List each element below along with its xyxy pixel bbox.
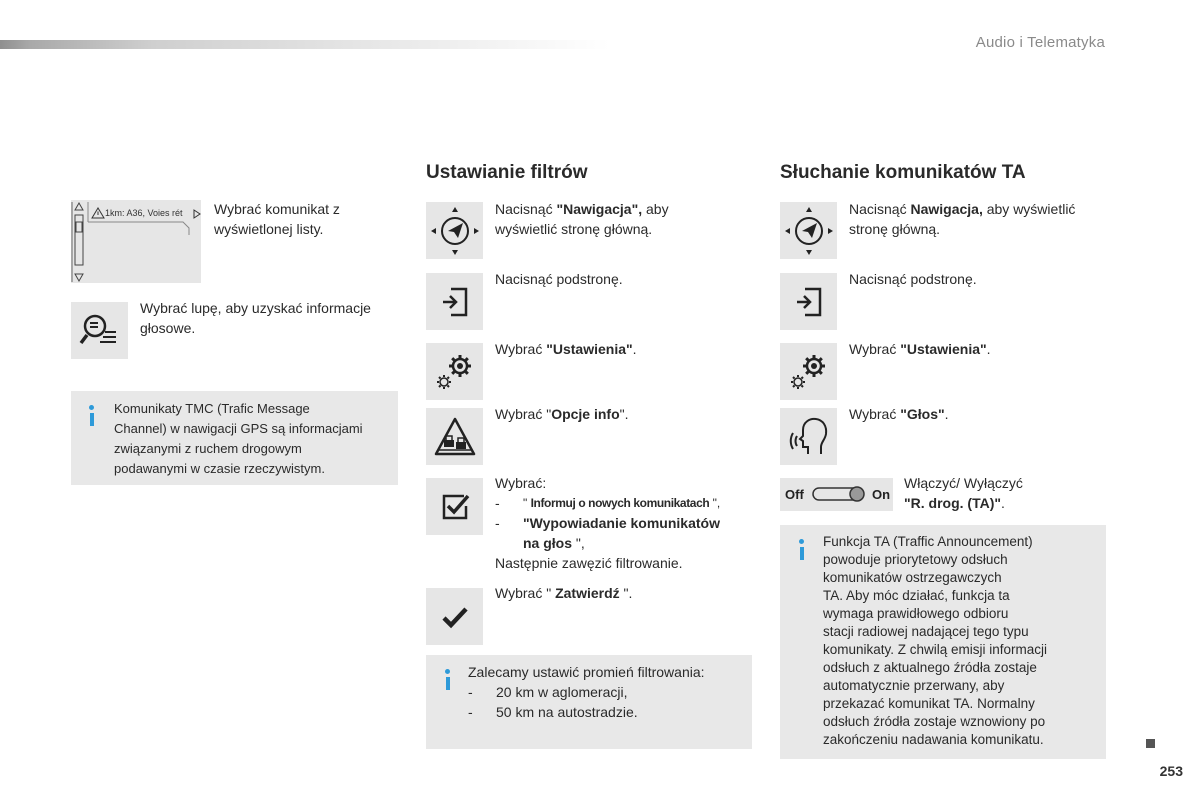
ta-section-title: Słuchanie komunikatów TA [780, 162, 1026, 183]
ta-info-box [780, 525, 1106, 759]
settings-gears-icon [785, 348, 833, 396]
settings-button-ta[interactable] [780, 343, 837, 400]
confirm-button[interactable] [426, 588, 483, 645]
ta-info-line: komunikatów ostrzegawczych [823, 570, 1002, 585]
ta-info-line: odsłuch z aktualnego źródła zostaje [823, 660, 1037, 675]
checkbox-icon [435, 487, 475, 527]
navigation-button[interactable] [426, 202, 483, 259]
confirm-check-icon [439, 601, 471, 633]
mid-step-select-text: Wybrać: - " Informuj o nowych komunikatach ", - "Wypowiadanie komunikatów na głos ", Następnie zawęzić filtrowanie. [495, 475, 721, 571]
ta-info-line: automatycznie przerwany, aby [823, 678, 1005, 693]
ta-info-line: wymaga prawidłowego odbioru [823, 606, 1009, 621]
mid-step-subpage-text: Nacisnąć podstronę. [495, 271, 623, 287]
ta-info-line: powoduje priorytetowy odsłuch [823, 552, 1008, 567]
checkbox-button[interactable] [426, 478, 483, 535]
magnifier-list-button[interactable] [71, 302, 128, 359]
ta-info-line: zakończeniu nadawania komunikatu. [823, 732, 1044, 747]
mid-step-confirm-text: Wybrać " Zatwierdź ". [495, 585, 633, 601]
right-step-voice-text: Wybrać "Głos". [849, 406, 949, 422]
select-message-text: Wybrać komunikat z wyświetlonej listy. [214, 201, 340, 237]
navigation-button-ta[interactable] [780, 202, 837, 259]
toggle-track-icon [812, 486, 868, 502]
ta-info-line: TA. Aby móc działać, funkcja ta [823, 588, 1010, 603]
magnifier-list-icon [78, 309, 122, 353]
magnifier-text: Wybrać lupę, aby uzyskać informacje głosowe. [140, 300, 371, 336]
page-marker [1146, 739, 1155, 748]
ta-toggle[interactable] [780, 478, 893, 511]
filter-radius-info-text: Zalecamy ustawić promień filtrowania: - 20 km w aglomeracji, - 50 km na autostradzie. [468, 664, 705, 720]
message-list-screen [71, 200, 201, 283]
ta-info-line: przekazać komunikat TA. Normalny [823, 696, 1035, 711]
subpage-button-ta[interactable] [780, 273, 837, 330]
tmc-info-text: Komunikaty TMC (Trafic Message Channel) w nawigacji GPS są informacjami związanymi z ruchem drogowym podawanymi w czasie rzeczywistym. [114, 401, 363, 476]
filters-section-title: Ustawianie filtrów [426, 162, 588, 183]
mid-step-settings-text: Wybrać "Ustawienia". [495, 341, 637, 357]
traffic-info-icon [432, 414, 478, 460]
info-options-button[interactable] [426, 408, 483, 465]
ta-info-line: Funkcja TA (Traffic Announcement) [823, 534, 1033, 549]
subpage-button[interactable] [426, 273, 483, 330]
toggle-on-label: On [872, 487, 891, 502]
header-title: Audio i Telematyka [975, 34, 1105, 51]
right-step-toggle-text: Włączyć/ Wyłączyć "R. drog. (TA)". [904, 475, 1023, 511]
ta-info-line: odsłuch źródła zostaje wznowiony po [823, 714, 1046, 729]
settings-gears-icon [431, 348, 479, 396]
filter-radius-info-box [426, 655, 752, 749]
mid-step-info-options-text: Wybrać "Opcje info". [495, 406, 629, 422]
mid-step-navigation-text: Nacisnąć "Nawigacja", aby wyświetlić stronę główną. [495, 201, 669, 237]
header-decor-bar [0, 40, 610, 49]
navigation-compass-icon [428, 204, 482, 258]
voice-button[interactable] [780, 408, 837, 465]
page-number: 253 [1159, 763, 1183, 779]
tmc-info-box [71, 391, 398, 485]
navigation-compass-icon [782, 204, 836, 258]
message-list-row[interactable]: 1km: A36, Voies rét [105, 208, 183, 218]
toggle-off-label: Off [785, 487, 804, 502]
right-step-settings-text: Wybrać "Ustawienia". [849, 341, 991, 357]
subpage-enter-icon [435, 282, 475, 322]
ta-info-text [823, 533, 1103, 749]
right-step-subpage-text: Nacisnąć podstronę. [849, 271, 977, 287]
voice-head-icon [786, 414, 832, 460]
ta-info-line: stacji radiowej nadającej tego typu [823, 624, 1029, 639]
right-step-navigation-text: Nacisnąć Nawigacja, aby wyświetlić stronę główną. [849, 201, 1076, 237]
subpage-enter-icon [789, 282, 829, 322]
settings-button[interactable] [426, 343, 483, 400]
ta-info-line: komunikaty. Z chwilą emisji informacji [823, 642, 1048, 657]
